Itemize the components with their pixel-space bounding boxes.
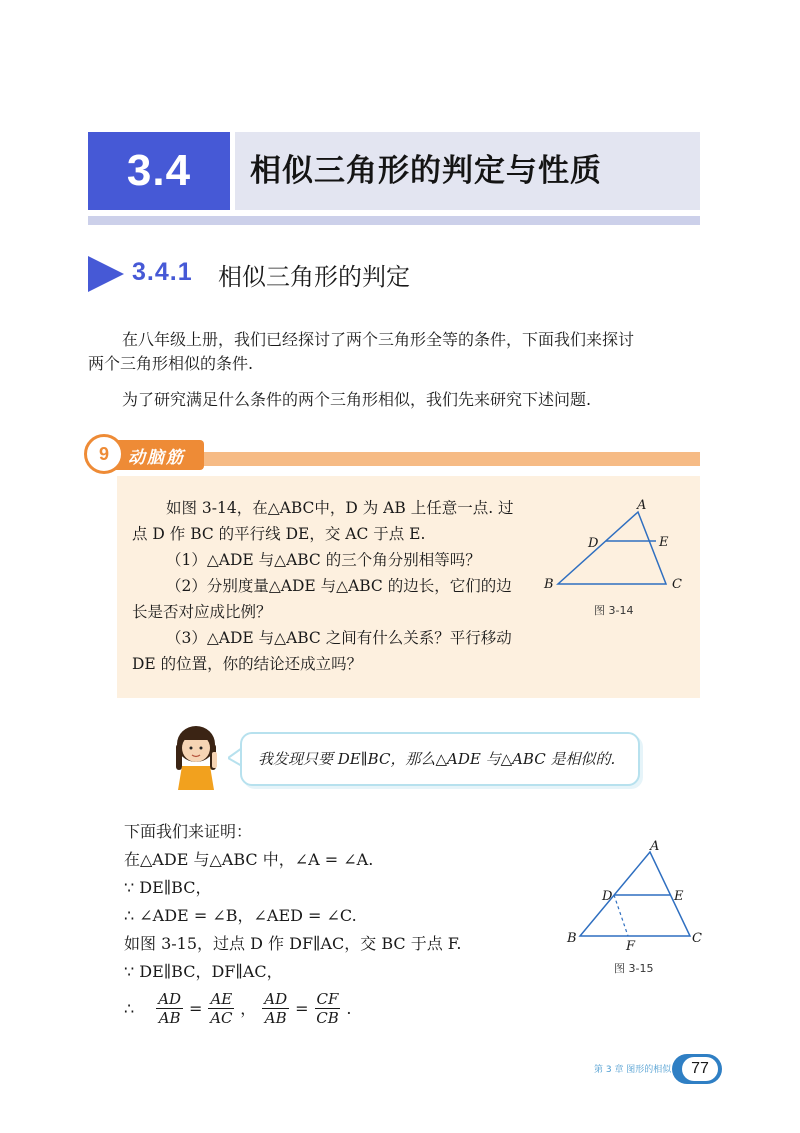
speech-bubble-text: 我发现只要 DE∥BC，那么△ADE 与△ABC 是相似的. [258, 750, 616, 768]
think-line-6: （3）△ADE 与△ABC 之间有什么关系？平行移动 [166, 629, 512, 647]
frac2-numerator: AE [210, 990, 233, 1008]
think-line-4: （2）分别度量△ADE 与△ABC 的边长，它们的边 [166, 577, 512, 595]
period: . [346, 998, 352, 1018]
page-number: 77 [682, 1057, 718, 1081]
fraction-ad-ab-2 [262, 990, 289, 1027]
comma: ， [240, 998, 257, 1018]
frac2-denominator: AC [210, 1009, 233, 1027]
frac3-numerator: AD [264, 990, 288, 1008]
frac1-numerator: AD [158, 990, 182, 1008]
think-line-7: DE 的位置，你的结论还成立吗？ [132, 655, 363, 673]
label-b-2: B [567, 931, 577, 946]
label-d-2: D [602, 889, 613, 904]
label-d: D [588, 536, 599, 551]
proof-line-3: ∵ DE∥BC， [124, 878, 212, 897]
subsection-title: 相似三角形的判定 [218, 263, 410, 291]
frac3-denominator: AB [264, 1009, 287, 1027]
label-a: A [637, 498, 647, 513]
section-underline [88, 216, 700, 225]
proof-line-2: 在△ADE 与△ABC 中，∠A = ∠A. [124, 850, 374, 869]
frac1-denominator: AB [158, 1009, 181, 1027]
figure-3-14 [538, 492, 694, 622]
subsection-arrow-icon [88, 256, 128, 296]
think-line-2: 点 D 作 BC 的平行线 DE，交 AC 于点 E. [132, 525, 426, 543]
think-badge-icon: 9 [84, 434, 124, 474]
proof-line-5: 如图 3-15，过点 D 作 DF∥AC，交 BC 于点 F. [124, 934, 462, 953]
figure-3-15 [562, 838, 712, 978]
label-e-2: E [674, 889, 684, 904]
fraction-ad-ab [156, 990, 183, 1027]
label-c: C [672, 577, 682, 592]
proof-line-4: ∴ ∠ADE = ∠B，∠AED = ∠C. [124, 906, 357, 925]
figure-caption: 图 3-14 [594, 604, 634, 617]
girl-avatar-icon [168, 722, 228, 792]
intro-line-2: 两个三角形相似的条件. [88, 354, 254, 373]
label-e: E [659, 535, 669, 550]
fraction-ae-ac [208, 990, 234, 1027]
fraction-cf-cb [315, 990, 341, 1027]
think-line-1: 如图 3-14，在△ABC中，D 为 AB 上任意一点. 过 [166, 499, 514, 517]
equals-sign-2: = [295, 998, 309, 1018]
label-f: F [626, 939, 636, 954]
label-b: B [544, 577, 554, 592]
figure-caption-2: 图 3-15 [614, 962, 654, 975]
subsection-number: 3.4.1 [132, 258, 193, 286]
intro-line-1: 在八年级上册，我们已经探讨了两个三角形全等的条件，下面我们来探讨 [122, 330, 635, 349]
section-number: 3.4 [88, 132, 230, 210]
proof-ratio-line [124, 990, 352, 1027]
think-line-3: （1）△ADE 与△ABC 的三个角分别相等吗？ [166, 551, 481, 569]
think-line-5: 长是否对应成比例？ [132, 603, 272, 621]
frac4-denominator: CB [316, 1009, 339, 1027]
think-label: 动脑筋 [128, 448, 185, 468]
band-divider [230, 132, 235, 210]
equals-sign: = [189, 998, 203, 1018]
intro-line-3: 为了研究满足什么条件的两个三角形相似，我们先来研究下述问题. [122, 390, 592, 409]
segment-df [614, 895, 628, 936]
proof-line-6: ∵ DE∥BC，DF∥AC， [124, 962, 283, 981]
label-c-2: C [692, 931, 702, 946]
footer-chapter: 第 3 章 图形的相似 [594, 1065, 672, 1075]
proof-line-1: 下面我们来证明： [124, 822, 253, 841]
frac4-numerator: CF [316, 990, 339, 1008]
therefore-symbol: ∴ [124, 998, 135, 1018]
label-a-2: A [650, 839, 660, 854]
triangle-abc [558, 512, 666, 584]
section-title: 相似三角形的判定与性质 [250, 153, 602, 189]
